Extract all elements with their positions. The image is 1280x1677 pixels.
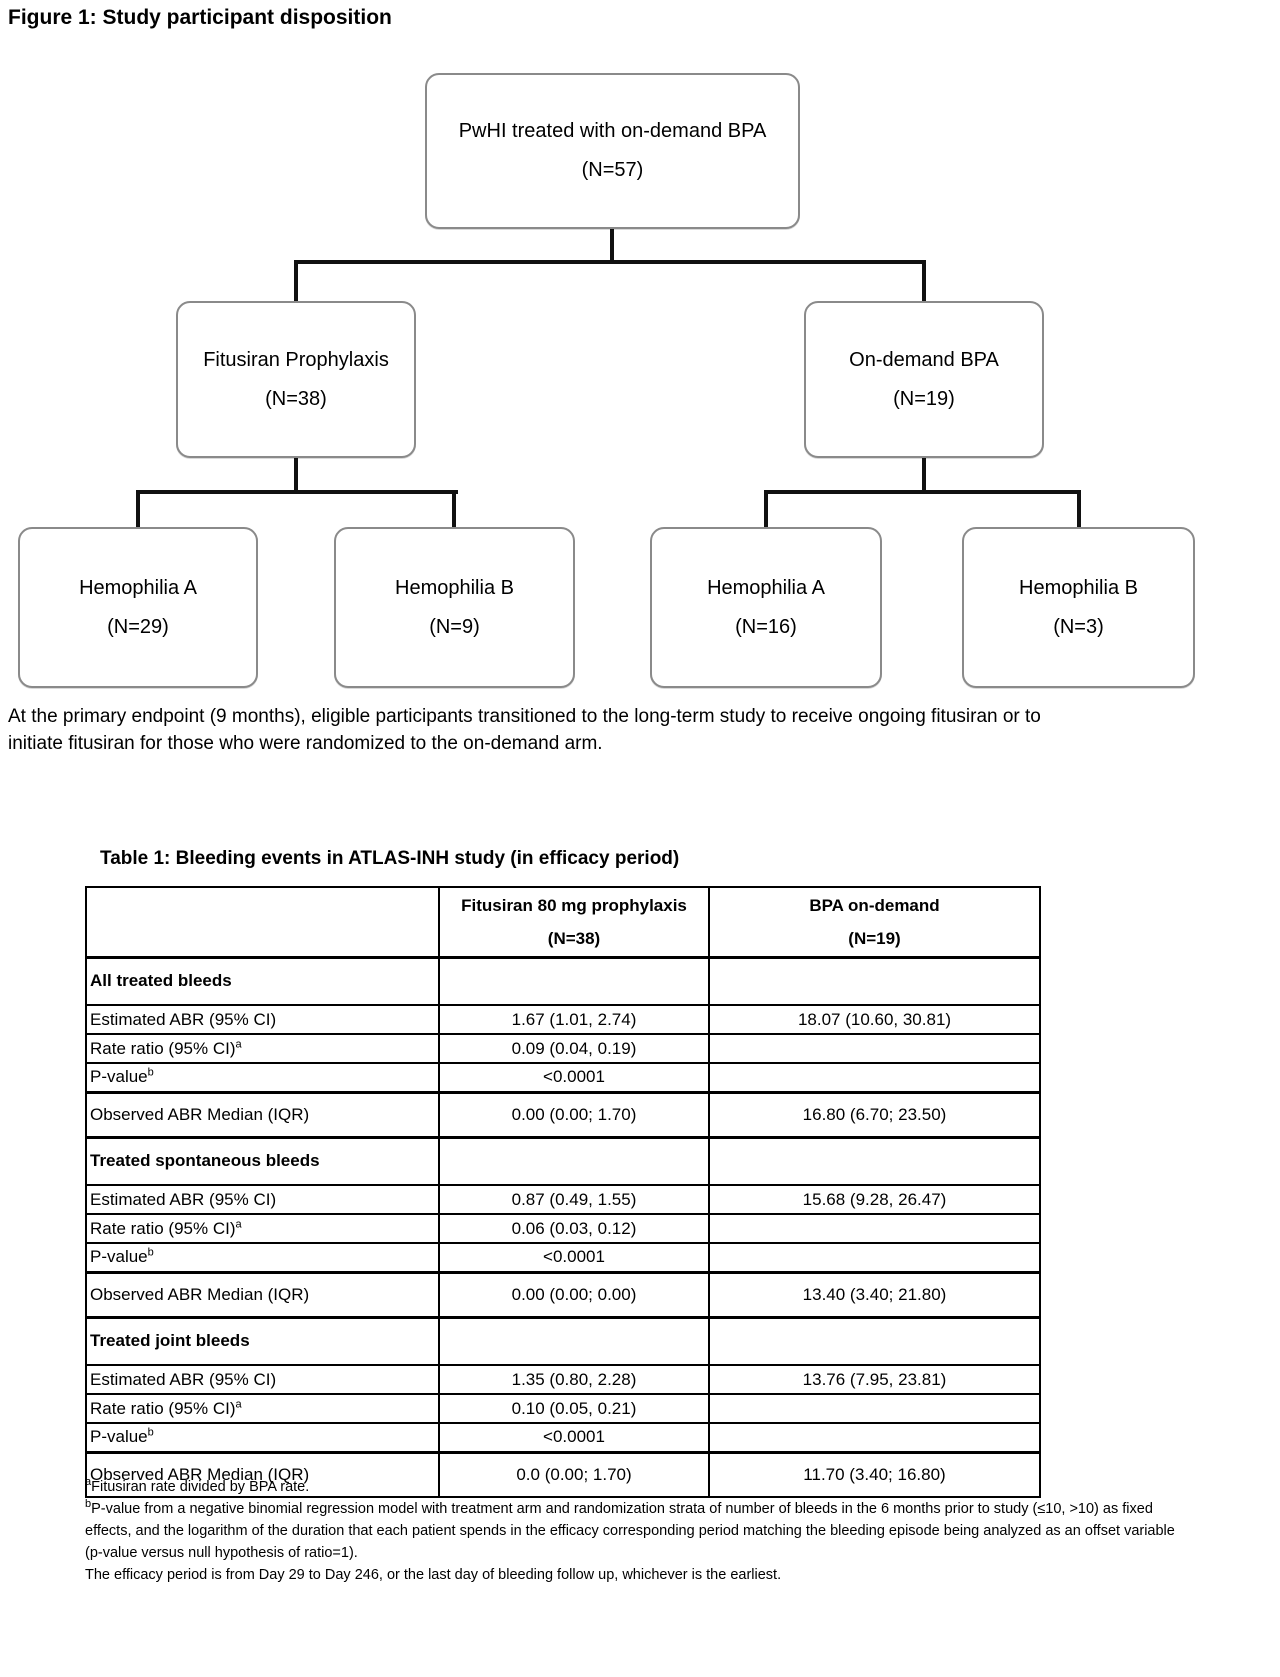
row-label: Observed ABR Median (IQR) — [86, 1452, 439, 1497]
figure-caption: At the primary endpoint (9 months), eligible participants transitioned to the long-term study to receive ongoing fitusiran or to initiate fitusiran for those who were randomized to the on-demand arm. — [8, 706, 1041, 754]
table-row — [86, 1243, 1040, 1272]
table-row — [86, 1092, 1040, 1137]
connector-to-ondemand — [922, 260, 926, 302]
footnote-c-text: The efficacy period is from Day 29 to Day 246, or the last day of bleeding follow up, whichever is the earliest. — [85, 1567, 782, 1583]
row-fit-value: 1.67 (1.01, 2.74) — [439, 1005, 709, 1034]
row-bpa-value — [709, 957, 1040, 1005]
row-fit-value: 1.35 (0.80, 2.28) — [439, 1365, 709, 1394]
footnote-b-text: P-value from a negative binomial regression model with treatment arm and randomization strata of number of bleeds in the 6 months prior to study (≤10, >10) as fixed effects, and the logarithm of the duration that each patient spends in the efficacy corresponding period matching the bleeding episode being analyzed as an offset variable (p-value versus null hypothesis of ratio=1). — [85, 1501, 1175, 1561]
footnote-b — [85, 1498, 1190, 1564]
table-row-section — [86, 1137, 1040, 1185]
header-fitusiran-line1: Fitusiran 80 mg prophylaxis — [461, 895, 687, 915]
table-row — [86, 1272, 1040, 1317]
row-bpa-value: 13.76 (7.95, 23.81) — [709, 1365, 1040, 1394]
bleeding-events-table — [85, 886, 1041, 1498]
row-fit-value: <0.0001 — [439, 1063, 709, 1092]
header-bpa-line2: (N=19) — [848, 928, 901, 948]
flow-node-od-hem-b-count: (N=3) — [1053, 615, 1104, 638]
row-fit-value: 0.06 (0.03, 0.12) — [439, 1214, 709, 1243]
footnote-marker-a: a — [235, 1217, 242, 1230]
footnote-a-marker: a — [85, 1476, 92, 1489]
row-bpa-value — [709, 1063, 1040, 1092]
connector-ondemand-hline — [764, 490, 1081, 494]
flow-node-root — [425, 73, 800, 229]
row-fit-value: <0.0001 — [439, 1423, 709, 1452]
table-row — [86, 1214, 1040, 1243]
row-fit-value: 0.10 (0.05, 0.21) — [439, 1394, 709, 1423]
footnote-a-text: Fitusiran rate divided by BPA rate. — [91, 1479, 310, 1495]
row-label: P-value$^b$ — [86, 1423, 439, 1452]
row-fit-value: 0.87 (0.49, 1.55) — [439, 1185, 709, 1214]
flow-node-fit-hem-b-count: (N=9) — [429, 615, 480, 638]
row-bpa-value — [709, 1214, 1040, 1243]
row-label: Estimated ABR (95% CI) — [86, 1365, 439, 1394]
footnote-marker-b: b — [147, 1246, 154, 1259]
row-label: Observed ABR Median (IQR) — [86, 1272, 439, 1317]
flow-node-fitusiran-label: Fitusiran Prophylaxis — [203, 348, 389, 371]
connector-fitusiran-hline — [136, 490, 458, 494]
row-fit-value — [439, 1137, 709, 1185]
flow-node-root-count: (N=57) — [581, 159, 644, 181]
table-row — [86, 1394, 1040, 1423]
row-bpa-value: 16.80 (6.70; 23.50) — [709, 1092, 1040, 1137]
row-label: P-value$^b$ — [86, 1063, 439, 1092]
header-bpa-cell — [709, 887, 1040, 957]
table-header-row — [86, 887, 1040, 957]
row-bpa-value — [709, 1243, 1040, 1272]
footnote-efficacy-period — [85, 1564, 1190, 1586]
footnote-marker-a: a — [235, 1037, 242, 1050]
table-row — [86, 1034, 1040, 1063]
flow-node-od-hem-a-label: Hemophilia A — [707, 576, 825, 599]
connector-level1-hline — [294, 260, 926, 264]
connector-to-fit-hem-b — [452, 490, 456, 528]
table-row-section — [86, 1317, 1040, 1365]
connector-to-od-hem-a — [764, 490, 768, 528]
row-label: Estimated ABR (95% CI) — [86, 1185, 439, 1214]
table-footnotes — [85, 1476, 1190, 1586]
table-row — [86, 1063, 1040, 1092]
row-label: Estimated ABR (95% CI) — [86, 1005, 439, 1034]
row-label: Observed ABR Median (IQR) — [86, 1092, 439, 1137]
footnote-marker-b: b — [147, 1066, 154, 1079]
flow-node-ondemand-count: (N=19) — [893, 387, 955, 410]
flow-node-od-hemophilia-b — [962, 527, 1195, 688]
table-row — [86, 1005, 1040, 1034]
connector-to-fitusiran — [294, 260, 298, 302]
row-fit-value: 0.00 (0.00; 1.70) — [439, 1092, 709, 1137]
header-fitusiran-cell — [439, 887, 709, 957]
flow-node-od-hem-b-label: Hemophilia B — [1019, 576, 1138, 599]
row-label: Treated spontaneous bleeds — [86, 1137, 439, 1185]
flow-node-fitusiran-count: (N=38) — [265, 387, 327, 410]
flow-node-od-hemophilia-a — [650, 527, 882, 688]
row-bpa-value: 11.70 (3.40; 16.80) — [709, 1452, 1040, 1497]
row-fit-value — [439, 957, 709, 1005]
row-label: Rate ratio (95% CI)$^a$ — [86, 1394, 439, 1423]
footnote-marker-b: b — [147, 1426, 154, 1439]
footnote-marker-a: a — [235, 1397, 242, 1410]
table-row — [86, 1423, 1040, 1452]
row-fit-value: <0.0001 — [439, 1243, 709, 1272]
connector-root-drop — [610, 228, 614, 264]
row-bpa-value — [709, 1137, 1040, 1185]
header-bpa-line1: BPA on-demand — [809, 895, 940, 915]
row-fit-value: 0.0 (0.00; 1.70) — [439, 1452, 709, 1497]
row-label: All treated bleeds — [86, 957, 439, 1005]
connector-to-od-hem-b — [1077, 490, 1081, 528]
row-bpa-value — [709, 1317, 1040, 1365]
row-bpa-value — [709, 1034, 1040, 1063]
table-title: Table 1: Bleeding events in ATLAS-INH study (in efficacy period) — [100, 848, 680, 869]
row-label: Treated joint bleeds — [86, 1317, 439, 1365]
footnote-a — [85, 1476, 1190, 1498]
flow-node-fit-hem-a-label: Hemophilia A — [79, 576, 197, 599]
row-bpa-value: 13.40 (3.40; 21.80) — [709, 1272, 1040, 1317]
row-fit-value — [439, 1317, 709, 1365]
connector-fitusiran-drop — [294, 458, 298, 494]
row-label: P-value$^b$ — [86, 1243, 439, 1272]
flow-node-root-label: PwHI treated with on-demand BPA — [458, 120, 767, 142]
table-row — [86, 1185, 1040, 1214]
flow-node-fit-hemophilia-a — [18, 527, 258, 688]
header-fitusiran-line2: (N=38) — [547, 928, 601, 948]
flow-node-ondemand-label: On-demand BPA — [849, 348, 999, 371]
table-row-section — [86, 957, 1040, 1005]
figure-title: Figure 1: Study participant disposition — [8, 6, 392, 29]
row-fit-value: 0.09 (0.04, 0.19) — [439, 1034, 709, 1063]
header-empty-cell — [86, 887, 439, 957]
flow-node-fitusiran — [176, 301, 416, 458]
row-fit-value: 0.00 (0.00; 0.00) — [439, 1272, 709, 1317]
flow-node-fit-hem-a-count: (N=29) — [107, 615, 169, 638]
flow-node-od-hem-a-count: (N=16) — [735, 615, 797, 638]
connector-to-fit-hem-a — [136, 490, 140, 528]
row-label: Rate ratio (95% CI)$^a$ — [86, 1034, 439, 1063]
table-row — [86, 1365, 1040, 1394]
row-bpa-value — [709, 1394, 1040, 1423]
row-bpa-value: 15.68 (9.28, 26.47) — [709, 1185, 1040, 1214]
flow-node-fit-hemophilia-b — [334, 527, 575, 688]
flow-node-ondemand — [804, 301, 1044, 458]
row-bpa-value: 18.07 (10.60, 30.81) — [709, 1005, 1040, 1034]
footnote-b-marker: b — [85, 1498, 92, 1511]
row-bpa-value — [709, 1423, 1040, 1452]
row-label: Rate ratio (95% CI)$^a$ — [86, 1214, 439, 1243]
connector-ondemand-drop — [922, 458, 926, 494]
flow-node-fit-hem-b-label: Hemophilia B — [395, 576, 514, 599]
